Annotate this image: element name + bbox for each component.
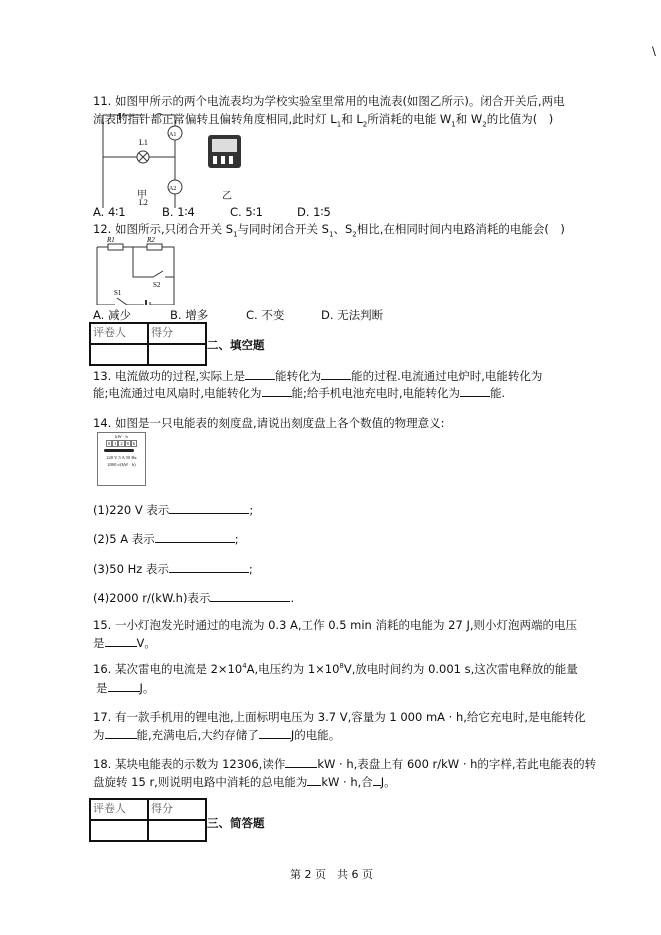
text: A,电压约为 1×10: [246, 662, 340, 676]
q12-circuit-diagram: [95, 235, 185, 305]
digit: 6: [132, 441, 136, 446]
text: (2)5 A 表示: [93, 532, 155, 546]
q16-line2: [96, 680, 154, 696]
text: 13. 电流做功的过程,实际上是: [93, 369, 246, 383]
digit: 0: [107, 441, 111, 446]
sub: 1: [336, 120, 342, 129]
text: 能;给手机电池充电时,电能转化为: [291, 386, 461, 400]
text: kW · h,合: [321, 775, 373, 789]
sub: 1: [233, 230, 238, 239]
corner-mark: \: [652, 44, 656, 58]
q11-text-c: 所消耗的电能 W: [367, 112, 452, 126]
q12-text-b: 与同时闭合开关 S: [237, 222, 329, 236]
sub: 1: [451, 120, 456, 129]
q12-text-c: 、S: [333, 222, 353, 236]
fig-label-jia: 甲: [137, 190, 147, 201]
q14-text: 14. 如图是一只电能表的刻度盘,请说出刻度盘上各个数值的物理意义:: [93, 416, 445, 430]
q14-item-1: [93, 502, 253, 518]
text: (4)2000 r/(kW.h)表示: [93, 591, 211, 605]
score-cell[interactable]: [148, 344, 206, 365]
answer-blank[interactable]: [105, 728, 137, 739]
grader-cell[interactable]: [90, 820, 148, 841]
answer-blank[interactable]: [169, 503, 249, 514]
text: 能,充满电后,大约存储了: [136, 728, 259, 742]
text: .: [290, 591, 295, 605]
q11-option-c: C. 5∶1: [230, 205, 263, 219]
text: ;: [249, 503, 254, 517]
q12-option-a: A. 减少: [93, 308, 131, 322]
score-header: 得分: [148, 799, 206, 820]
q11-option-d: D. 1∶5: [297, 205, 331, 219]
q17-line1: 17. 有一款手机用的锂电池,上面标明电压为 3.7 V,容量为 1 000 mA · h,给它充电时,是电能转化: [93, 710, 586, 724]
text: 能的过程.电流通过电炉时,电能转化为: [351, 369, 543, 383]
text: 为: [93, 728, 105, 742]
q13-line1: [93, 368, 542, 384]
sub: 2: [362, 120, 368, 129]
q11-text-d: 和 W: [455, 112, 483, 126]
q12-text-d: 相比,在相同时间内电路消耗的电能会( ): [356, 222, 565, 236]
sup: 4: [242, 662, 247, 671]
q11-line1: 11. 如图甲所示的两个电流表均为学校实验室里常用的电流表(如图乙所示)。闭合开关后,两电: [93, 94, 565, 108]
rotating-disc-icon: [98, 447, 145, 454]
grading-table-3: [89, 798, 207, 842]
text: 能.: [490, 386, 506, 400]
q11-text-a: 流表的指针都正常偏转且偏转角度相同,此时灯 L: [93, 112, 337, 126]
meter-digits: [98, 440, 145, 447]
answer-blank[interactable]: [210, 591, 290, 602]
score-cell[interactable]: [148, 820, 206, 841]
answer-blank[interactable]: [307, 775, 321, 786]
answer-blank[interactable]: [108, 681, 140, 692]
label-r2: R2: [147, 236, 155, 244]
score-header: 得分: [148, 323, 206, 344]
text: ;: [248, 562, 253, 576]
text: V。: [136, 636, 156, 650]
grader-cell[interactable]: [90, 344, 148, 365]
q14-item-4: [93, 590, 294, 606]
grading-table-2: [89, 322, 207, 366]
answer-blank[interactable]: [169, 562, 249, 573]
q14-item-2: [93, 531, 239, 547]
label-r1: R1: [107, 236, 115, 244]
meter-unit: kW · h: [115, 434, 128, 439]
text: (3)50 Hz 表示: [93, 562, 169, 576]
sub: 2: [482, 120, 487, 129]
text: J。: [380, 775, 396, 789]
q16-line1: [93, 661, 578, 677]
grader-header: 评卷人: [90, 323, 148, 344]
answer-blank[interactable]: [259, 728, 291, 739]
q12-option-d: D. 无法判断: [321, 308, 384, 322]
text: 能转化为: [275, 369, 322, 383]
energy-meter-dial: [97, 432, 146, 486]
ammeter-image: [208, 135, 241, 168]
answer-blank[interactable]: [321, 369, 351, 380]
label-a2: A2: [169, 186, 177, 192]
page-footer: 第 2 页 共 6 页: [290, 868, 373, 881]
label-s1: S1: [114, 289, 122, 297]
text: J。: [139, 681, 155, 695]
section-title-fill-blank: 二、填空题: [207, 338, 265, 352]
label-a1: A1: [169, 132, 177, 138]
q15-line2: [93, 635, 156, 651]
text: 是: [96, 681, 108, 695]
q13-line2: [93, 385, 505, 401]
text: (1)220 V 表示: [93, 503, 170, 517]
q11-text-b: 和 L: [341, 112, 363, 126]
q18-line1: [93, 756, 596, 772]
fig-label-yi: 乙: [222, 191, 232, 202]
answer-blank[interactable]: [245, 369, 275, 380]
sub: 1: [329, 230, 334, 239]
meter-spec: 220 V 5 A 50 Hz: [106, 455, 137, 460]
answer-blank[interactable]: [105, 636, 137, 647]
label-s2: S2: [153, 281, 161, 289]
q18-line2: [93, 774, 396, 790]
q12-text-a: 12. 如图所示,只闭合开关 S: [93, 222, 234, 236]
sup: 8: [339, 662, 344, 671]
q12-option-c: C. 不变: [246, 308, 285, 322]
q17-line2: [93, 727, 340, 743]
answer-blank[interactable]: [285, 757, 317, 768]
text: 能;电流通过电风扇时,电能转化为: [93, 386, 262, 400]
q15-line1: 15. 一小灯泡发光时通过的电流为 0.3 A,工作 0.5 min 消耗的电能为 27 J,则小灯泡两端的电压: [93, 618, 577, 632]
digit: 1: [114, 441, 117, 446]
q12-option-b: B. 增多: [170, 308, 209, 322]
q11-option-a: A. 4∶1: [93, 205, 126, 219]
text: 18. 某块电能表的示数为 12306,读作: [93, 757, 286, 771]
q11-option-b: B. 1∶4: [162, 205, 195, 219]
label-l2: L2: [139, 198, 148, 207]
section-title-short-answer: 三、简答题: [207, 816, 265, 830]
text: J的电能。: [290, 728, 341, 742]
meter-rev: 2000 r/(kW · h): [107, 462, 136, 467]
digit: 2: [120, 441, 123, 446]
text: 是: [93, 636, 105, 650]
digit: 8: [126, 441, 129, 446]
answer-blank[interactable]: [262, 386, 292, 397]
q11-text-e: 的比值为( ): [486, 112, 554, 126]
q14-item-3: [93, 561, 253, 577]
text: 16. 某次雷电的电流是 2×10: [93, 662, 243, 676]
text: 盘旋转 15 r,则说明电路中消耗的总电能为: [93, 775, 308, 789]
answer-blank[interactable]: [373, 775, 381, 786]
grader-header: 评卷人: [90, 799, 148, 820]
text: ;: [234, 532, 239, 546]
sub: 2: [352, 230, 357, 239]
text: kW · h,表盘上有 600 r/kW · h的字样,若此电能表的转: [317, 757, 597, 771]
answer-blank[interactable]: [155, 532, 235, 543]
label-l1: L1: [139, 138, 148, 147]
answer-blank[interactable]: [460, 386, 490, 397]
text: V,放电时间约为 0.001 s,这次雷电释放的能量: [343, 662, 578, 676]
